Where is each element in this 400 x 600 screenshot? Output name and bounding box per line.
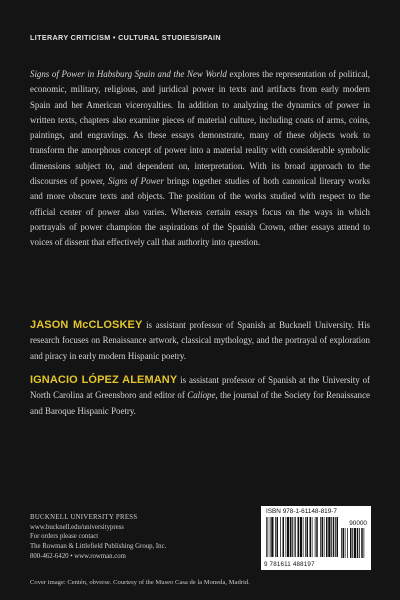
barcode-bar: [322, 517, 324, 557]
barcode-bar: [283, 517, 285, 557]
category-label: LITERARY CRITICISM • CULTURAL STUDIES/SPAIN: [30, 33, 221, 42]
barcode-bar: [305, 517, 306, 557]
barcode-bar: [316, 517, 318, 557]
barcode-bar: [335, 517, 336, 557]
author-bio-text-2b: , the journal of the Society for Renaissance and Baroque Hispanic Poetry.: [30, 390, 370, 416]
barcode-bar: [292, 517, 293, 557]
barcode-bar: [295, 517, 296, 557]
barcode-bar: [333, 517, 335, 557]
barcode-bar: [328, 517, 330, 557]
price-barcode-bar: [345, 528, 346, 558]
barcode-bar: [331, 517, 332, 557]
barcode-bar: [286, 517, 287, 557]
publisher-name: BUCKNELL UNIVERSITY PRESS: [30, 514, 138, 521]
price-barcode-bar: [359, 528, 360, 558]
barcode-bar: [310, 517, 312, 557]
cover-image-credit: Cover image: Centén, obverse. Courtesy of the Museo Casa de la Moneda, Madrid.: [30, 579, 250, 586]
barcode-bar: [324, 517, 325, 557]
barcode-bar: [326, 517, 328, 557]
book-short-title: Signs of Power: [108, 176, 164, 187]
barcode-bar: [300, 517, 302, 557]
barcode-bar: [294, 517, 295, 557]
price-barcode-bar: [354, 528, 356, 558]
author-bio-2: [30, 373, 370, 419]
book-title: Signs of Power in Habsburg Spain and the New World: [30, 69, 227, 79]
barcode-bar: [268, 517, 269, 557]
price-code: 90000: [349, 520, 367, 527]
barcode-bar: [315, 517, 316, 557]
barcode-bar: [337, 517, 339, 557]
price-barcode-bar: [341, 528, 342, 558]
barcode-bar: [277, 517, 279, 557]
book-description: [30, 67, 370, 251]
price-barcode-bar: [347, 528, 348, 558]
author-bio-text-1: is assistant professor of Spanish at Bucknell University. His research focuses on Renaissance artwork, classical mythology, and the portrayal of exploration and piracy in early modern Hispanic poetry.: [30, 320, 370, 361]
barcode-bar: [287, 517, 289, 557]
description-text-2: brings together studies of both canonical literary works and more obscure texts and objects. The position of the works studied with respect to the official center of power also varies. Whereas certain essays focus on the ways in which portrayals of power champion the aspirations of the Spanish Crown, other essays attend to voices of dissent that effectively call that authority into question.: [30, 176, 370, 248]
journal-title: Calíope: [187, 390, 216, 401]
price-barcode-bar: [361, 528, 363, 558]
price-barcode-bar: [352, 528, 353, 558]
barcode-bar: [266, 517, 267, 557]
publisher-website: www.bucknell.edu/universitypress: [30, 523, 124, 531]
barcode-bar: [280, 517, 281, 557]
orders-label: For orders please contact: [30, 533, 99, 541]
price-barcode-bar: [343, 528, 345, 558]
publisher-block: [30, 513, 166, 562]
price-barcode: [341, 528, 367, 558]
description-text-1: explores the representation of political, economic, military, religious, and juridical power in texts and artifacts from early modern Spain and her American viceroyalties. In addition to analyzing the dynamics of power in written texts, chapters also examine pieces of material culture, including coats of arms, coins, paintings, and engravings. As these essays demonstrate, many of these objects work to transform the amorphous concept of power into a material reality with considerable symbolic dimensions subject to, and dependent on, interpretation. With its broad approach to the discourses of power,: [30, 69, 371, 187]
barcode-bar: [303, 517, 304, 557]
distributor-name: The Rowman & Littlefield Publishing Group, Inc.: [30, 543, 167, 551]
barcode-bar: [290, 517, 292, 557]
isbn-text: ISBN 978-1-61148-819-7: [266, 508, 337, 515]
barcode-box: [261, 506, 371, 570]
ean-barcode: [266, 517, 338, 557]
distributor-contact: 800-462-6420 • www.rowman.com: [30, 552, 126, 560]
price-barcode-bar: [350, 528, 352, 558]
barcode-bar: [270, 517, 271, 557]
price-barcode-bar: [357, 528, 359, 558]
barcode-bar: [312, 517, 313, 557]
barcode-bar: [307, 517, 309, 557]
author-bio-1: [30, 318, 370, 364]
author-name-1: JASON McCLOSKEY: [30, 319, 143, 331]
barcode-bar: [320, 517, 321, 557]
ean-number: 9 781611 488197: [264, 561, 315, 568]
price-barcode-bar: [364, 528, 365, 558]
author-bio-text-2a: is assistant professor of Spanish at the University of North Carolina at Greensboro and editor of: [30, 375, 370, 401]
author-name-2: IGNACIO LÓPEZ ALEMANY: [30, 374, 178, 386]
barcode-bar: [271, 517, 273, 557]
barcode-bar: [275, 517, 276, 557]
barcode-bar: [298, 517, 300, 557]
